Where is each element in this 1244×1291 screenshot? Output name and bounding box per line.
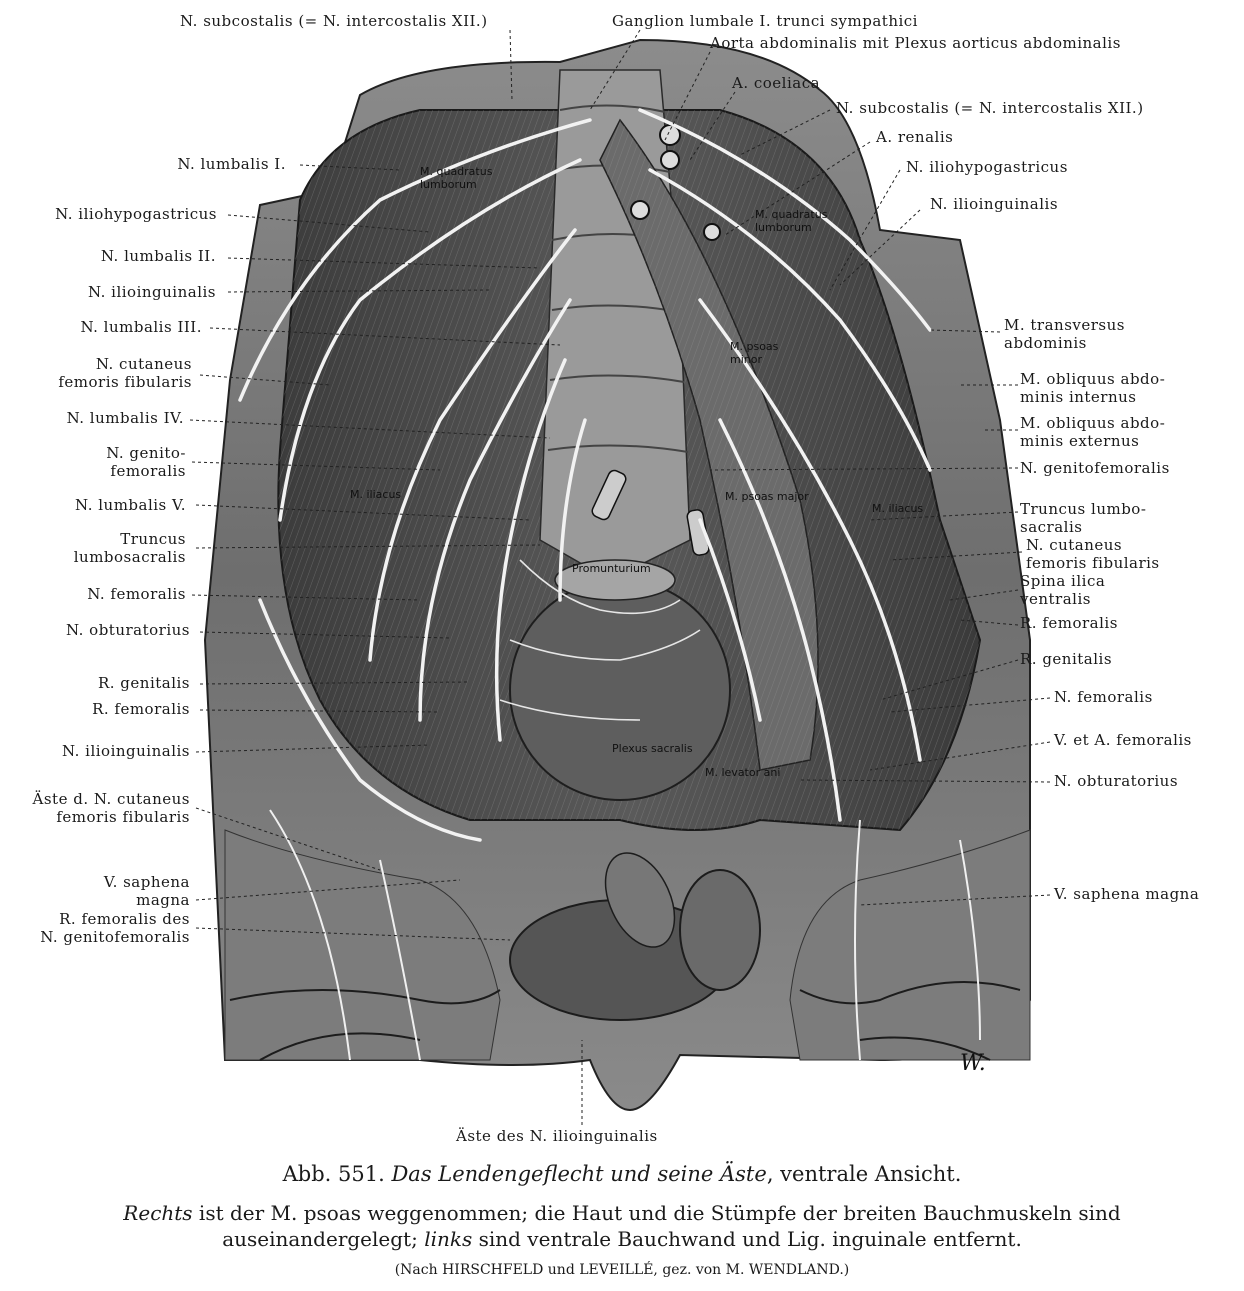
label-left-lumbalis-1: N. lumbalis I. xyxy=(177,155,286,173)
label-right-spina: Spina ilica ventralis xyxy=(1020,572,1106,608)
label-left-truncus: Truncus lumbosacralis xyxy=(73,530,186,566)
label-left-aeste-cutaneus: Äste d. N. cutaneus femoris fibularis xyxy=(32,790,190,826)
inner-label-iliacus-left: M. iliacus xyxy=(350,488,402,501)
label-right-subcostalis: N. subcostalis (= N. intercostalis XII.) xyxy=(836,99,1144,117)
label-left-lumbalis-5: N. lumbalis V. xyxy=(75,496,186,514)
label-left-lumbalis-2: N. lumbalis II. xyxy=(100,247,216,265)
label-left-r-genitalis: R. genitalis xyxy=(97,674,190,692)
label-right-obturatorius: N. obturatorius xyxy=(1054,772,1179,790)
label-right-v-a-femoralis: V. et A. femoralis xyxy=(1054,731,1192,749)
inner-label-plexus-sacralis: Plexus sacralis xyxy=(612,742,693,755)
inner-label-psoas-major: M. psoas major xyxy=(725,490,809,503)
label-right-cutaneus: N. cutaneus femoris fibularis xyxy=(1026,536,1160,572)
label-left-lumbalis-3: N. lumbalis III. xyxy=(80,318,202,336)
label-top-coeliaca: A. coeliaca xyxy=(732,74,821,92)
label-right-ilioinguinalis: N. ilioinguinalis xyxy=(930,195,1059,213)
label-left-saphena: V. saphena magna xyxy=(103,873,190,909)
label-top-aorta: Aorta abdominalis mit Plexus aorticus abdominalis xyxy=(710,34,1121,52)
inner-label-quadratus-right: M. quadratus lumborum xyxy=(755,208,828,234)
caption-title: Abb. 551. Das Lendengeflecht und seine Äste, ventrale Ansicht. xyxy=(282,1162,962,1186)
label-left-r-femoralis: R. femoralis xyxy=(92,700,190,718)
label-right-r-genitalis: R. genitalis xyxy=(1020,650,1113,668)
label-right-genitofemoralis: N. genitofemoralis xyxy=(1020,459,1170,477)
label-left-ilioinguinalis: N. ilioinguinalis xyxy=(87,283,216,301)
inner-label-promunturium: Promunturium xyxy=(572,562,651,575)
label-right-obliquus-internus: M. obliquus abdo- minis internus xyxy=(1020,370,1166,406)
label-top-subcostalis: N. subcostalis (= N. intercostalis XII.) xyxy=(180,12,488,30)
caption-credit: (Nach HIRSCHFELD und LEVEILLÉ, gez. von M. WENDLAND.) xyxy=(394,1262,850,1278)
label-left-lumbalis-4: N. lumbalis IV. xyxy=(66,409,184,427)
caption-description: Rechts ist der M. psoas weggenommen; die Haut und die Stümpfe der breiten Bauchmuskeln sind auseinandergelegt; links sind ventrale Bauchwand und Lig. inguinale entfernt. xyxy=(123,1201,1121,1251)
artist-signature: W. xyxy=(960,1051,986,1076)
inner-label-quadratus-left: M. quadratus lumborum xyxy=(420,165,493,191)
inner-label-levator: M. levator ani xyxy=(705,766,781,779)
label-left-genitofemoralis: N. genito- femoralis xyxy=(106,444,186,480)
label-right-transversus: M. transversus abdominis xyxy=(1004,316,1125,352)
label-bottom-ilioinguinalis: Äste des N. ilioinguinalis xyxy=(456,1127,658,1145)
label-left-iliohypogastricus: N. iliohypogastricus xyxy=(55,205,217,223)
label-right-obliquus-externus: M. obliquus abdo- minis externus xyxy=(1020,414,1166,450)
inner-label-psoas-minor: M. psoas minor xyxy=(730,340,779,366)
label-left-obturatorius: N. obturatorius xyxy=(65,621,190,639)
label-left-r-femoralis-genito: R. femoralis des N. genitofemoralis xyxy=(40,910,190,946)
label-right-truncus: Truncus lumbo- sacralis xyxy=(1020,500,1147,536)
label-right-femoralis: N. femoralis xyxy=(1054,688,1153,706)
label-right-r-femoralis: R. femoralis xyxy=(1020,614,1118,632)
label-right-saphena: V. saphena magna xyxy=(1054,885,1200,903)
label-left-ilioinguinalis-2: N. ilioinguinalis xyxy=(61,742,190,760)
label-left-cutaneus: N. cutaneus femoris fibularis xyxy=(58,355,192,391)
label-top-ganglion: Ganglion lumbale I. trunci sympathici xyxy=(612,12,918,30)
label-right-iliohypogastricus: N. iliohypogastricus xyxy=(906,158,1068,176)
label-right-renalis: A. renalis xyxy=(876,128,954,146)
label-left-femoralis: N. femoralis xyxy=(87,585,186,603)
inner-label-iliacus-right: M. iliacus xyxy=(872,502,924,515)
